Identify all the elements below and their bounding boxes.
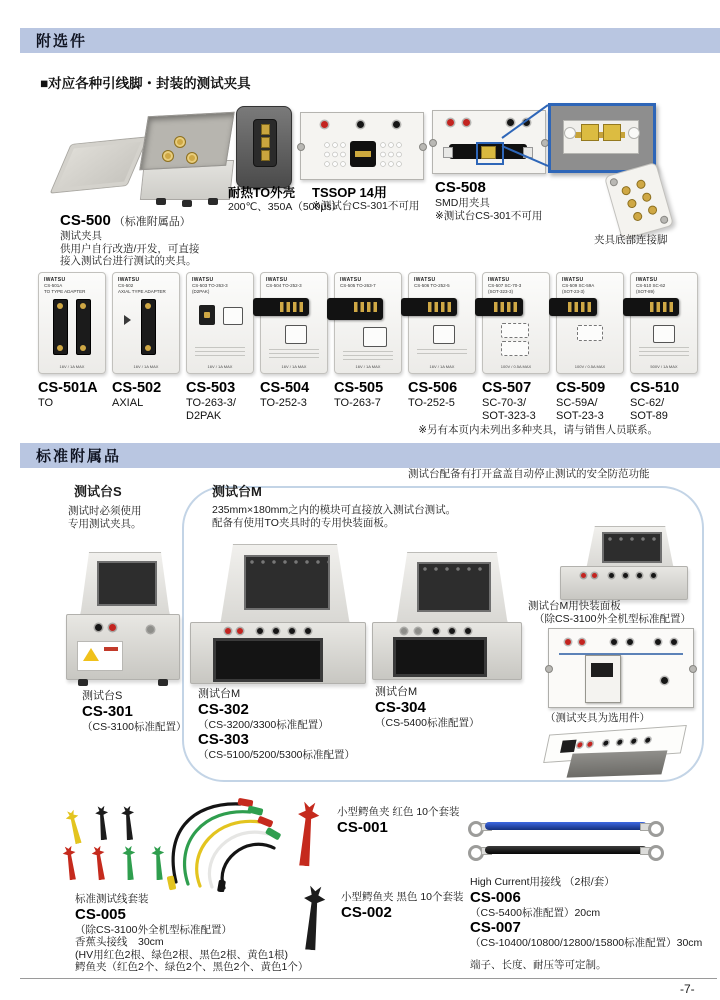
page-number: -7-: [680, 982, 695, 996]
mounted-panel-photo: [538, 726, 692, 778]
bench-s-photo: [64, 552, 186, 690]
card-rating: 16V / 1A MAX: [355, 364, 381, 369]
cs006-label: [470, 876, 702, 971]
cs303-config: （CS-5100/5200/5300标准配置）: [198, 749, 355, 761]
card-subtitle: (SOT-89): [636, 288, 655, 294]
cs005-title: 标准测试线套装: [75, 893, 149, 905]
card-title: CS-510 SC-62: [636, 283, 666, 288]
cs001-label: [337, 806, 460, 837]
bench-m-photo-1: [190, 544, 368, 686]
cs500-model: CS-500: [60, 212, 111, 229]
adapter-card-cs509: [556, 272, 624, 374]
cs500-box-image: [140, 110, 234, 202]
cs006-blue-cable-photo: [470, 820, 662, 832]
card-title: CS-505 TO-263-7: [340, 283, 376, 288]
cs500-desc-3: 接入测试台进行测试的夹具。: [60, 255, 197, 267]
adapter-card-cs501a: [38, 272, 106, 374]
adapter-label-cs506: CS-506 TO-252-5: [408, 380, 458, 409]
card-rating: 16V / 1A MAX: [207, 364, 233, 369]
card-subtitle: (D2PAK): [192, 288, 210, 294]
cs508-desc-2: ※测试台CS-301不可用: [435, 209, 543, 222]
tssop-panel-photo: [300, 112, 424, 180]
iwatsu-logo: IWATSU: [488, 277, 510, 283]
cs500-tag: （标准附属品）: [113, 216, 191, 228]
cs002-label: [341, 891, 464, 922]
card-title: CS-507 SC-70-3: [488, 283, 522, 288]
adapter-label-cs509: CS-509 SC-59A/ SOT-23-3: [556, 380, 606, 422]
bench-s-desc: 测试时必须使用 专用测试夹具。: [68, 505, 142, 530]
cs002-model: CS-002: [341, 903, 392, 921]
card-title: CS-504 TO-252-3: [266, 283, 302, 288]
card-rating: 16V / 1A MAX: [133, 364, 159, 369]
to-case-photo: [236, 106, 292, 188]
optional-section-title: 附选件: [36, 33, 88, 50]
card-rating: 100V / 0.5A MAX: [574, 364, 606, 369]
custom-note: 端子、长度、耐压等可定制。: [470, 958, 607, 971]
more-fixtures-note: ※另有本页内未列出多种夹具，请与销售人员联系。: [418, 424, 658, 436]
cs005-leads-photo: [160, 792, 295, 892]
cs007-model: CS-007: [470, 919, 521, 936]
cs508-zoom-inset: [548, 103, 656, 173]
adapter-label-cs502: CS-502 AXIAL: [112, 380, 162, 409]
adapter-label-cs501a: CS-501A TO: [38, 380, 98, 409]
adapter-card-cs502: [112, 272, 180, 374]
footer-divider: [20, 978, 717, 979]
cs006-title: High Current用接线 （2根/套）: [470, 876, 615, 888]
safety-note: 测试台配备有打开盒盖自动停止测试的安全防范功能: [408, 468, 650, 480]
iwatsu-logo: IWATSU: [414, 277, 436, 283]
to-case-spec: 200℃、350A（500μs）: [228, 201, 343, 213]
card-title: CS-503 TO-263-3: [192, 283, 228, 288]
cs006-config: （CS-5400标准配置）20cm: [470, 906, 601, 919]
cs304-model: CS-304: [375, 698, 426, 716]
card-title: CS-501A: [44, 283, 63, 288]
card-rating: 16V / 1A MAX: [59, 364, 85, 369]
bench-s-title: 测试台S: [74, 484, 122, 499]
cs002-title: 小型鳄鱼夹 黑色 10个套装: [341, 891, 464, 903]
adapter-label-cs507: CS-507 SC-70-3/ SOT-323-3: [482, 380, 536, 422]
cs508-desc-1: SMD用夹具: [435, 197, 490, 209]
adapter-card-cs503: [186, 272, 254, 374]
cs301-config: （CS-3100标准配置）: [82, 720, 187, 733]
to-case-model: 耐热TO外壳: [228, 186, 296, 200]
tssop-model: TSSOP 14用: [312, 185, 387, 200]
cs005-model: CS-005: [75, 905, 126, 923]
card-title: CS-509 SC-59A: [562, 283, 595, 288]
cs001-title: 小型鳄鱼夹 红色 10个套装: [337, 806, 460, 818]
cs302-config: （CS-3200/3300标准配置）: [198, 718, 329, 731]
adapter-card-cs505: [334, 272, 402, 374]
cs508-model: CS-508: [435, 179, 486, 196]
cs500-lid-image: [50, 136, 149, 193]
adapter-card-cs507: [482, 272, 550, 374]
cs303-model: CS-303: [198, 731, 249, 748]
tssop-label: [312, 185, 419, 213]
quick-panel-photo: [548, 628, 694, 708]
bench-m-right-label: 测试台M CS-304 （CS-5400标准配置）: [375, 686, 480, 729]
cs005-line-3: 鳄鱼夹（红色2个、绿色2个、黑色2个、黄色1个）: [75, 961, 309, 973]
card-rating: 16V / 1A MAX: [281, 364, 307, 369]
adapter-card-cs504: [260, 272, 328, 374]
bench-m-desc: 235mm×180mm之内的模块可直接放入测试台测试。 配备有使用TO夹具时的专用快装面板。: [212, 504, 457, 529]
adapter-label-cs503: CS-503 TO-263-3/ D2PAK: [186, 380, 236, 422]
cs001-model: CS-001: [337, 818, 388, 836]
card-title: CS-502: [118, 283, 134, 288]
bench-m-title: 测试台M: [212, 484, 262, 499]
iwatsu-logo: IWATSU: [636, 277, 658, 283]
cs500-desc-1: 测试夹具: [60, 230, 102, 242]
adapter-label-cs510: CS-510 SC-62/ SOT-89: [630, 380, 680, 422]
iwatsu-logo: IWATSU: [44, 277, 66, 283]
cs005-config: （除CS-3100外全机型标准配置）: [75, 923, 232, 936]
cs006-black-cable-photo: [470, 844, 662, 856]
cs302-model: CS-302: [198, 700, 249, 718]
card-subtitle: (SOT-323-3): [488, 288, 514, 294]
card-rating: 100V / 0.5A MAX: [500, 364, 532, 369]
cs304-config: （CS-5400标准配置）: [375, 716, 480, 729]
cs001-clip-photo: [290, 801, 323, 867]
card-rating: 16V / 1A MAX: [429, 364, 455, 369]
quick-panel-caption: 测试台M用快装面板 （除CS-3100外全机型标准配置）: [528, 600, 691, 625]
zoom-callout-lines: [500, 100, 548, 170]
cs005-line-2: (HV用红色2根、绿色2根、黑色2根、黄色1根): [75, 948, 288, 961]
cs005-label: [75, 893, 308, 974]
cs508-label: [435, 179, 542, 222]
card-subtitle: TO TYPE ADAPTER: [44, 288, 86, 294]
card-subtitle: (SOT-23-3): [562, 288, 585, 294]
connector-caption: 夹具底部连接脚: [594, 234, 668, 246]
standard-section-title: 标准附属品: [36, 448, 122, 465]
card-subtitle: AXIAL TYPE ADAPTER: [118, 288, 166, 294]
adapter-label-cs505: CS-505 TO-263-7: [334, 380, 384, 409]
tssop-socket: [350, 141, 376, 167]
adapter-label-cs504: CS-504 TO-252-3: [260, 380, 310, 409]
standard-section-header-bar: [20, 443, 720, 468]
iwatsu-logo: IWATSU: [118, 277, 140, 283]
cs500-desc-2: 供用户自行改造/开发，可直接: [60, 242, 200, 255]
iwatsu-logo: IWATSU: [266, 277, 288, 283]
optional-section-header-bar: [20, 28, 720, 53]
iwatsu-logo: IWATSU: [340, 277, 362, 283]
cs005-line-1: 香蕉头接线 30cm: [75, 936, 164, 948]
tssop-note: ※测试台CS-301不可用: [312, 200, 420, 212]
bench-m-left-label: 测试台M CS-302 （CS-3200/3300标准配置） CS-303 （CS-5100/5200/5300标准配置）: [198, 688, 355, 761]
fixtures-subtitle: ■对应各种引线脚・封装的测试夹具: [40, 76, 251, 91]
iwatsu-logo: IWATSU: [562, 277, 584, 283]
cs301-model: CS-301: [82, 702, 133, 720]
card-rating: 500V / 1A MAX: [650, 364, 678, 369]
card-title: CS-506 TO-252-5: [414, 283, 450, 288]
adapter-card-cs510: [630, 272, 698, 374]
connector-block-photo: [604, 162, 674, 240]
adapter-card-cs506: [408, 272, 476, 374]
bench-m-photo-2: [372, 552, 524, 682]
bench-s-label: 测试台S CS-301 （CS-3100标准配置）: [82, 690, 187, 733]
cs006-model: CS-006: [470, 888, 521, 906]
cs007-config: （CS-10400/10800/12800/15800标准配置）30cm: [470, 937, 703, 949]
fixture-optional-caption: （测试夹具为选用件）: [545, 712, 650, 724]
bench-m-small-photo: [552, 526, 694, 602]
iwatsu-logo: IWATSU: [192, 277, 214, 283]
cs500-label: [60, 212, 199, 268]
